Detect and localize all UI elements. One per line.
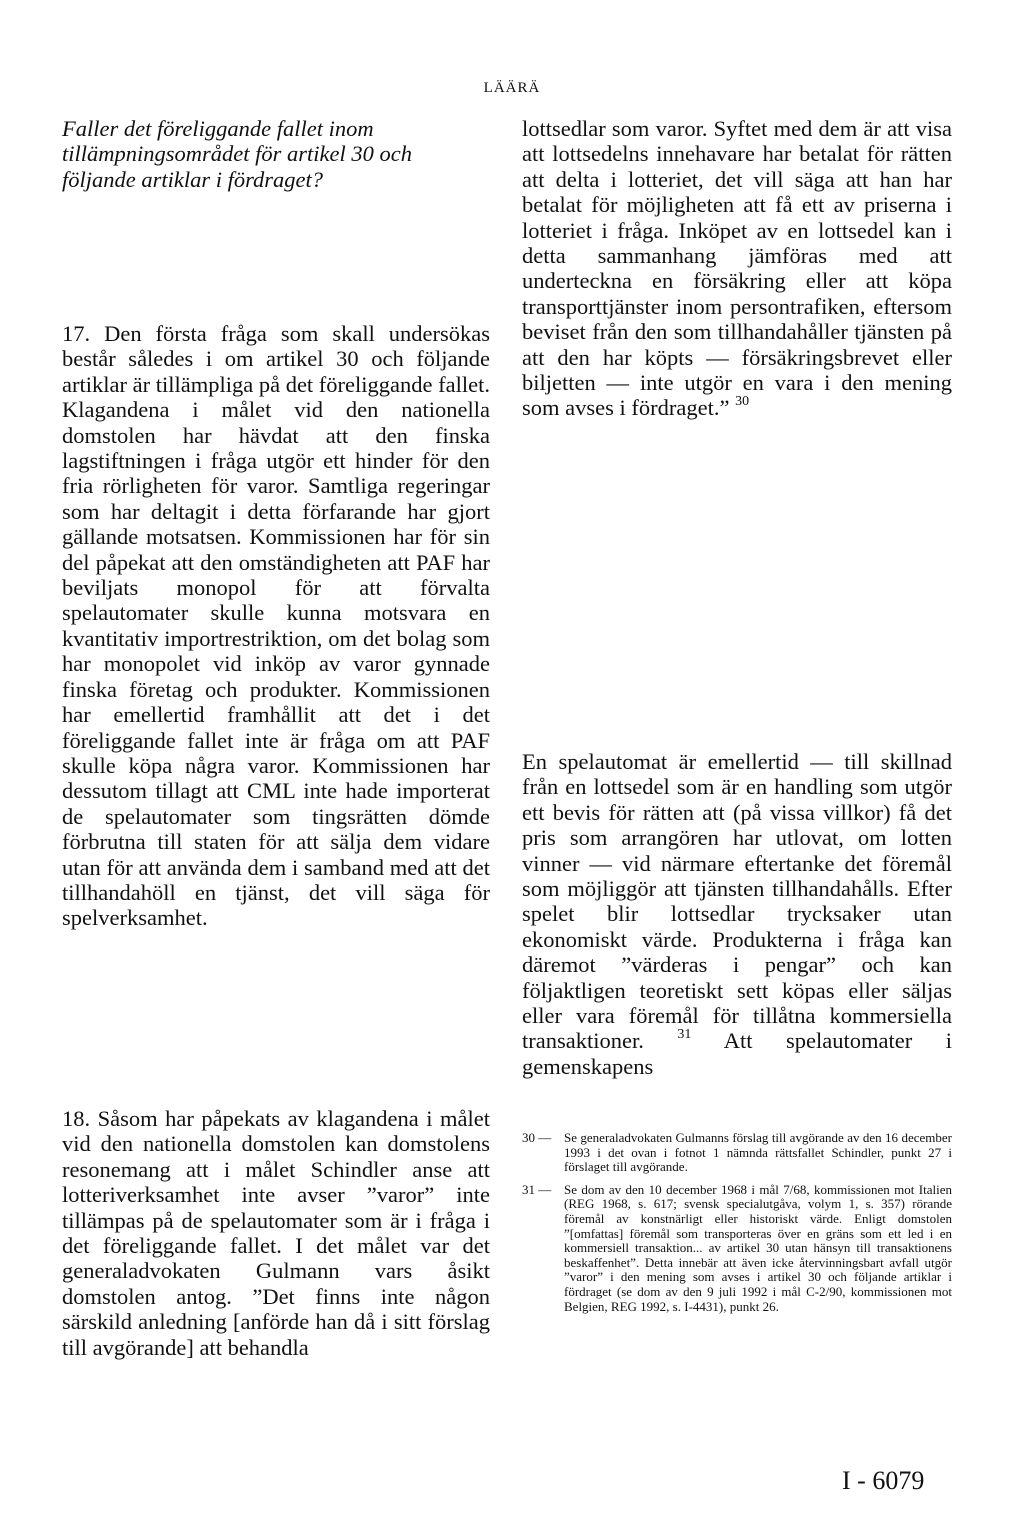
footnote-30 xyxy=(522,1131,952,1175)
footnote-number: 30 — xyxy=(522,1130,552,1145)
paragraph-slot-machine-text: En spelautomat är emellertid — till skillnad från en lottsedel som är en handling som utgör ett bevis för rätten att (på vissa villkor) få det pris som arrangören har utlovat, om lotten vinner — vid närmare eftertanke det föremål som möjliggör att tjänsten tillhandahålls. Efter spelet blir lottsedlar trycksaker utan ekonomiskt värde. Produkterna i fråga kan däremot ”värderas i pengar” och kan följaktligen teoretiskt sett köpas eller säljas eller vara föremål för tillåtna kommersiella transaktioner. xyxy=(522,749,952,1054)
page-number: I - 6079 xyxy=(842,1466,925,1495)
footnote-text: Se generaladvokaten Gulmanns förslag till avgörande av den 16 december 1993 i det ovan i fotnot 1 nämnda rättsfallet Schindler, punkt 27 i förslaget till avgörande. xyxy=(564,1130,952,1175)
paragraph-continuation-text: lottsedlar som varor. Syftet med dem är att visa att lottsedelns innehavare har betalat för rätten att delta i lotteriet, det vill säga att han har betalat för möjligheten att få ett av priserna i lotteriet i fråga. Inköpet av en lottsedel kan i detta sammanhang jämföras med att underteckna en försäkring eller att köpa transporttjänster inom persontrafiken, eftersom beviset från den som tillhandahåller tjänsten på att den har köpts — försäkringsbrevet eller biljetten — inte utgör en vara i den mening som avses i fördraget.” xyxy=(522,116,952,421)
paragraph-slot-machine xyxy=(522,749,952,1079)
footnote-text: Se dom av den 10 december 1968 i mål 7/68, kommissionen mot Italien (REG 1968, s. 617; svensk specialutgåva, volym 1, s. 357) rörande föremål av konstnärligt eller historiskt värde. Enligt domstolen ”[omfattas] föremål som transporteras över en gräns som ett led i en kommersiell transaktion... av artikel 30 utan hänsyn till transaktionens beskaffenhet”. Detta innebär att även icke återvinningsbart avfall utgör ”varor” i den mening som avses i artikel 30 och följande artiklar i fördraget (se dom av den 9 juli 1992 i mål C-2/90, kommissionen mot Belgien, REG 1992, s. I-4431), punkt 26. xyxy=(564,1181,952,1314)
section-heading: Faller det föreliggande fallet inom tillämpningsområdet för artikel 30 och följande artiklar i fördraget? xyxy=(62,116,412,192)
running-head: LÄÄRÄ xyxy=(483,80,541,96)
footnotes xyxy=(522,1131,952,1322)
paragraph-slot-machine-tail: Att spelautomater i gemenskapens xyxy=(522,1028,952,1079)
paragraph-continuation xyxy=(522,116,952,421)
footnote-ref-30: 30 xyxy=(735,393,750,409)
paragraph-18: 18. Såsom har påpekats av klagandena i målet vid den nationella domstolen kan domstolens resonemang att i målet Schindler anse att lotteriverksamhet inte avser ”varor” inte tillämpas på de spelautomater som är i fråga i det föreliggande fallet. I det målet var det generaladvokaten Gulmann vars åsikt domstolen antog. ”Det finns inte någon särskild anledning [anförde han då i sitt förslag till avgörande] att behandla xyxy=(62,1106,490,1360)
footnote-31 xyxy=(522,1183,952,1314)
paragraph-17: 17. Den första fråga som skall undersökas består således i om artikel 30 och följande artiklar är tillämpliga på det föreliggande fallet. Klagandena i målet vid den nationella domstolen har hävdat att den finska lagstiftningen i fråga utgör ett hinder för den fria rörligheten för varor. Samtliga regeringar som har deltagit i detta förfarande har gjort gällande motsatsen. Kommissionen har för sin del påpekat att den omständigheten att PAF har beviljats monopol för att förvalta spelautomater skulle kunna motsvara en kvantitativ importrestriktion, om det bolag som har monopolet vid inköp av varor gynnade finska företag och produkter. Kommissionen har emellertid framhållit att det i det föreliggande fallet inte är fråga om att PAF skulle köpa några varor. Kommissionen har dessutom tillagt att CML inte hade importerat de spelautomater som tingsrätten dömde förbrutna till staten för att sälja dem vidare utan för att använda dem i samband med att det tillhandahöll en tjänst, det vill säga för spelverksamhet. xyxy=(62,321,490,931)
footnote-number: 31 — xyxy=(522,1181,552,1197)
footnote-ref-31: 31 xyxy=(677,1026,692,1042)
